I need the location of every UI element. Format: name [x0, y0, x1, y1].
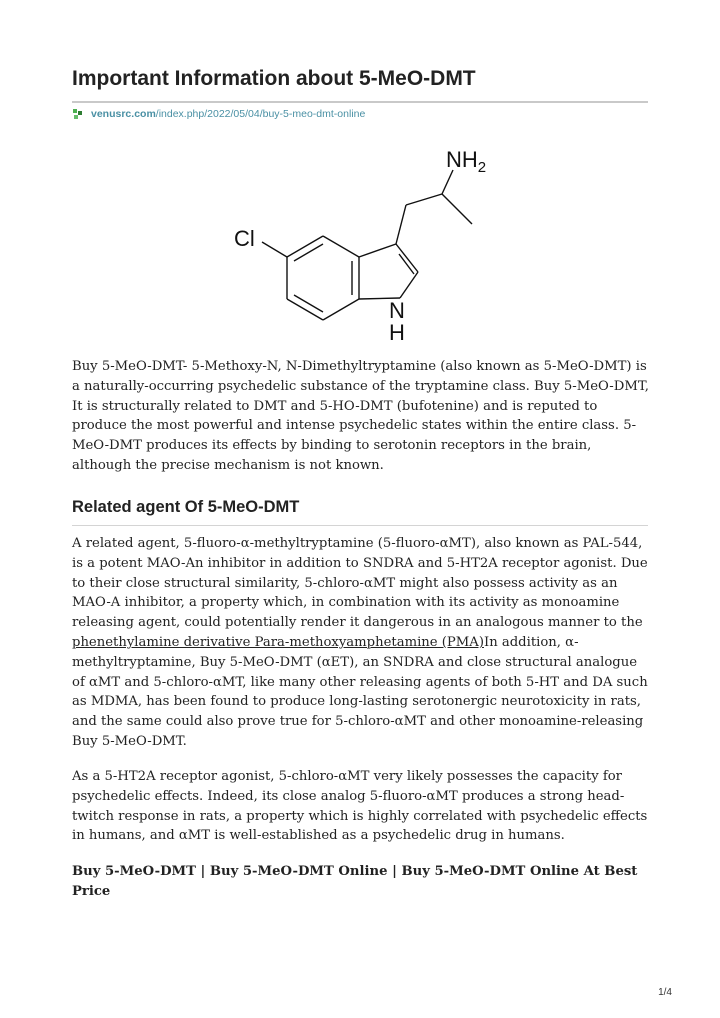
intro-paragraph: Buy 5-MeO-DMT- 5-Methoxy-N, N-Dimethyltryptamine (also known as 5-MeO-DMT) is a naturally-occurring psychedelic substance of the tryptamine class. Buy 5-MeO-DMT, It is structurally related to DMT and 5-HO-DMT (bufotenine) and is reputed to produce the most powerful and intense psychedelic states within the entire class. 5-MeO-DMT produces its effects by binding to serotonin receptors in the brain, although the precise mechanism is not known. — [72, 359, 649, 473]
h-label: H — [389, 320, 405, 340]
molecule-structure-diagram — [220, 140, 500, 340]
source-path-link[interactable]: /index.php/2022/05/04/buy-5-meo-dmt-online — [155, 108, 366, 120]
molecule-bonds — [262, 170, 472, 320]
pma-link[interactable]: phenethylamine derivative Para-methoxyamphetamine (PMA) — [72, 634, 484, 650]
page-title: Important Information about 5-MeO-DMT — [72, 67, 648, 103]
site-favicon-icon — [72, 108, 84, 120]
paragraph-text-after-link: In addition, α-methyltryptamine, Buy 5-MeO-DMT (αET), an SNDRA and close structural analogue of αMT and 5-chloro-αMT, like many other releasing agents of both 5-HT and DA such as MDMA, has been found to produce long-lasting serotonergic neurotoxicity in rats, and the same could also prove true for 5-chloro-αMT and other monoamine-releasing Buy 5-MeO-DMT. — [72, 634, 648, 749]
section-heading: Related agent Of 5-MeO-DMT — [72, 498, 648, 526]
buy-links-line: Buy 5-MeO-DMT | Buy 5-MeO-DMT Online | Buy 5-MeO-DMT Online At Best Price — [72, 864, 638, 899]
n-label: N — [389, 298, 405, 323]
page-number: 1/4 — [658, 987, 672, 998]
source-domain-link[interactable]: venusrc.com — [91, 108, 156, 120]
cl-label: Cl — [234, 226, 255, 251]
nh2-label: $NH_2$ — [446, 147, 487, 176]
source-line — [72, 108, 365, 120]
agonist-paragraph: As a 5-HT2A receptor agonist, 5-chloro-αMT very likely possesses the capacity for psychedelic effects. Indeed, its close analog 5-fluoro-αMT produces a strong head-twitch response in rats, a property which is highly correlated with psychedelic effects in humans, and αMT is well-established as a psychedelic drug in humans. — [72, 769, 648, 844]
paragraph-text-before-link: A related agent, 5-fluoro-α-methyltryptamine (5-fluoro-αMT), also known as PAL-544, is a potent MAO-An inhibitor in addition to SNDRA and 5-HT2A receptor agonist. Due to their close structural similarity, 5-chloro-αMT might also possess activity as an MAO-A inhibitor, a property which, in combination with its activity as monoamine releasing agent, could potentially render it dangerous in an analogous manner to the — [72, 536, 648, 631]
related-agent-paragraph — [72, 534, 652, 752]
